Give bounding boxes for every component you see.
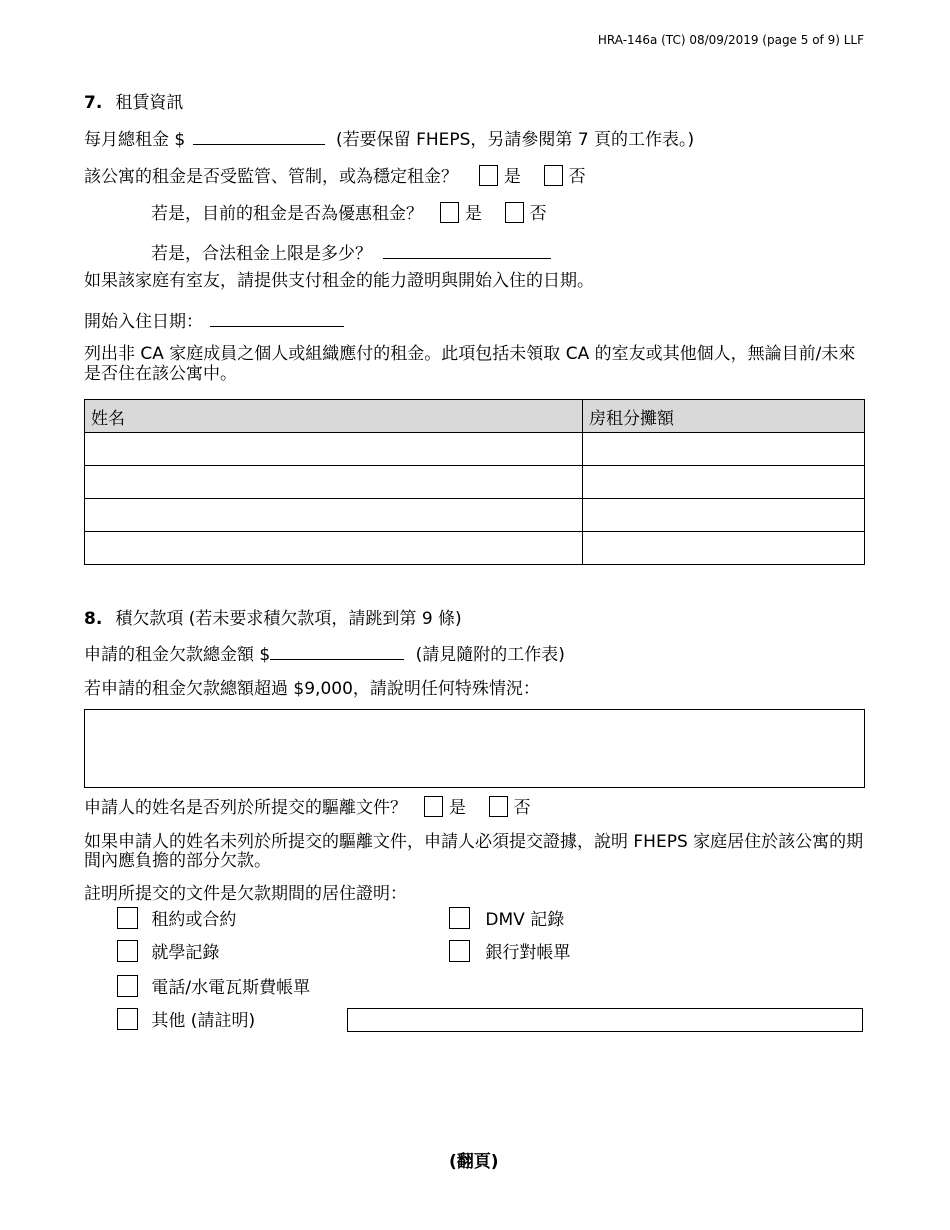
bank-label: 銀行對帳單 [485, 943, 571, 963]
lease-checkbox[interactable] [117, 907, 138, 929]
bank-checkbox[interactable] [449, 940, 470, 962]
table-row [85, 499, 865, 532]
option-school [117, 940, 219, 964]
rent-share-table [84, 399, 865, 565]
option-lease [117, 907, 236, 931]
dmv-checkbox[interactable] [449, 907, 470, 929]
name-listed-yes-label: 是 [448, 798, 466, 818]
table-header-row [85, 400, 865, 433]
not-listed-text: 如果申請人的姓名未列於所提交的驅離文件，申請人必須提交證據，說明 FHEPS 家庭居住於該公寓的期間內應負擔的部分欠款。 [84, 832, 864, 871]
section-8-title: 積欠款項 (若未要求積欠款項，請跳到第 9 條) [115, 609, 462, 629]
rent-share-cell[interactable] [583, 499, 865, 532]
turn-page-label: (翻頁) [449, 1152, 499, 1172]
special-circumstances-textarea[interactable] [84, 709, 865, 788]
table-row [85, 433, 865, 466]
move-in-row [84, 310, 344, 333]
table-row [85, 532, 865, 565]
name-listed-no-label: 否 [513, 798, 531, 818]
option-bank [449, 940, 570, 964]
preferential-no-label: 否 [529, 204, 547, 224]
regulated-yes-label: 是 [503, 167, 521, 187]
section-7-title: 租賃資訊 [115, 93, 184, 113]
monthly-rent-field[interactable] [193, 128, 325, 145]
rent-share-cell[interactable] [583, 433, 865, 466]
regulated-row [84, 165, 586, 188]
preferential-yes-label: 是 [464, 204, 482, 224]
section-8-number: 8. [84, 609, 103, 629]
dmv-label: DMV 記錄 [485, 910, 565, 930]
school-checkbox[interactable] [117, 940, 138, 962]
column-header-name: 姓名 [85, 400, 583, 433]
other-label: 其他 (請註明) [151, 1011, 256, 1031]
utility-label: 電話/水電瓦斯費帳單 [151, 978, 311, 998]
preferential-row [151, 202, 547, 225]
move-in-label: 開始入住日期： [84, 312, 203, 332]
section-7-heading [84, 88, 183, 113]
option-dmv [449, 907, 564, 931]
monthly-rent-note: (若要保留 FHEPS，另請參閱第 7 頁的工作表。) [336, 130, 695, 150]
option-other [117, 1008, 255, 1032]
exceed-text: 若申請的租金欠款總額超過 $9,000，請說明任何特殊情況： [84, 679, 540, 699]
column-header-rent-share: 房租分攤額 [583, 400, 865, 433]
preferential-no-checkbox[interactable] [505, 202, 524, 223]
arrears-row [84, 643, 565, 666]
name-cell[interactable] [85, 433, 583, 466]
name-cell[interactable] [85, 532, 583, 565]
arrears-amount-field[interactable] [270, 643, 404, 660]
name-listed-row [84, 796, 531, 819]
move-in-date-field[interactable] [210, 310, 344, 327]
name-listed-question: 申請人的姓名是否列於所提交的驅離文件？ [84, 798, 407, 818]
list-text: 列出非 CA 家庭成員之個人或組織應付的租金。此項包括未領取 CA 的室友或其他個人，無論目前/未來是否住在該公寓中。 [84, 344, 856, 384]
arrears-label: 申請的租金欠款總金額 $ [84, 645, 271, 665]
other-checkbox[interactable] [117, 1008, 138, 1030]
roommate-text: 如果該家庭有室友，請提供支付租金的能力證明與開始入住的日期。 [84, 271, 594, 291]
legal-cap-row [151, 242, 551, 265]
name-cell[interactable] [85, 499, 583, 532]
section-7-number: 7. [84, 93, 103, 113]
name-listed-no-checkbox[interactable] [489, 796, 508, 817]
name-cell[interactable] [85, 466, 583, 499]
regulated-yes-checkbox[interactable] [479, 165, 498, 186]
form-id: HRA-146a (TC) 08/09/2019 (page 5 of 9) LLF [597, 33, 864, 47]
doc-label: 註明所提交的文件是欠款期間的居住證明： [84, 884, 407, 904]
monthly-rent-label: 每月總租金 $ [84, 130, 186, 150]
option-utility [117, 975, 310, 999]
regulated-no-label: 否 [568, 167, 586, 187]
utility-checkbox[interactable] [117, 975, 138, 997]
school-label: 就學記錄 [151, 943, 220, 963]
regulated-no-checkbox[interactable] [544, 165, 563, 186]
name-listed-yes-checkbox[interactable] [424, 796, 443, 817]
preferential-question: 若是，目前的租金是否為優惠租金？ [151, 204, 423, 224]
arrears-note: (請見隨附的工作表) [415, 645, 565, 665]
rent-share-cell[interactable] [583, 532, 865, 565]
preferential-yes-checkbox[interactable] [440, 202, 459, 223]
section-8-heading [84, 604, 462, 629]
table-row [85, 466, 865, 499]
rent-share-cell[interactable] [583, 466, 865, 499]
other-specify-field[interactable] [347, 1008, 863, 1032]
legal-cap-field[interactable] [383, 242, 551, 259]
monthly-rent-row [84, 128, 694, 151]
lease-label: 租約或合約 [151, 910, 237, 930]
regulated-question: 該公寓的租金是否受監管、管制，或為穩定租金？ [84, 167, 458, 187]
legal-cap-question: 若是，合法租金上限是多少？ [151, 244, 372, 264]
